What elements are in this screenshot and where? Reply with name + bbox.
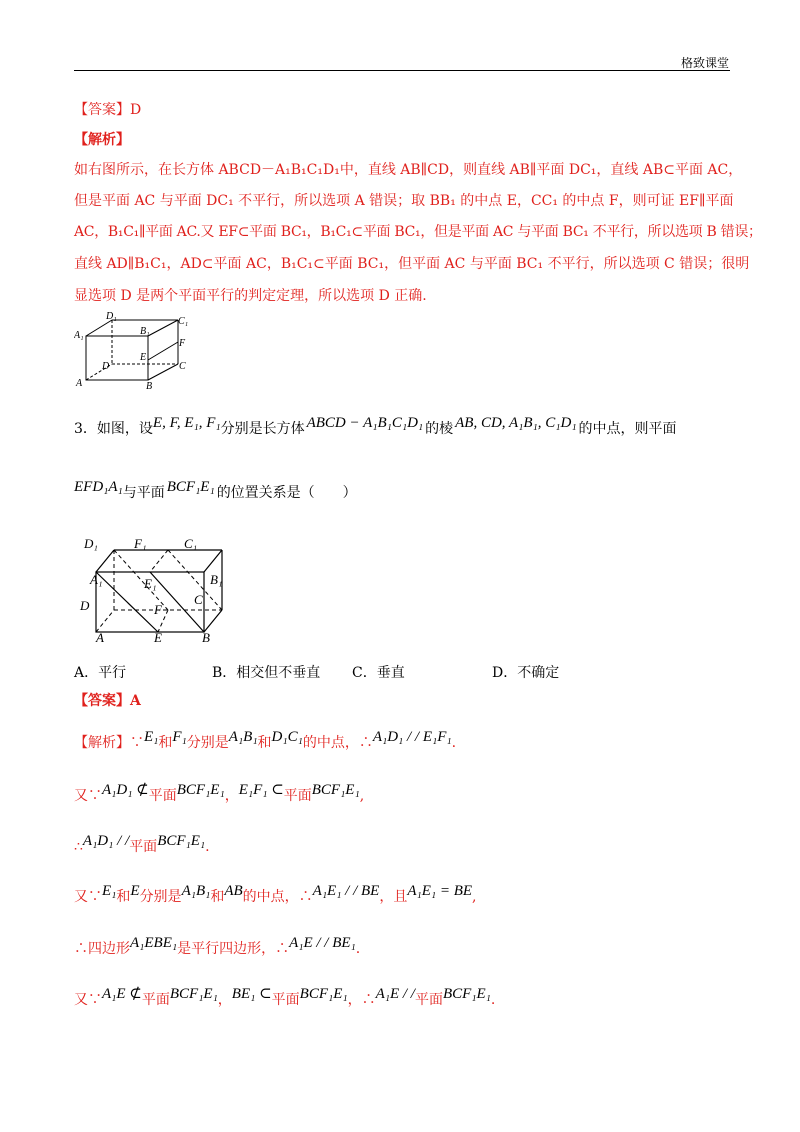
prev-answer: 【答案】D bbox=[74, 102, 142, 118]
fig1-label-C1: C₁ bbox=[178, 316, 189, 327]
prev-analysis-line-5: 显选项 D 是两个平面平行的判定定理，所以选项 D 正确. bbox=[74, 288, 427, 304]
sol2-end: , bbox=[359, 788, 365, 804]
sol4-mid2: ，且 bbox=[379, 889, 408, 905]
sol6-m4: BCF₁E₁ bbox=[299, 986, 348, 1002]
sol5-mid: 是平行四边形，∴ bbox=[177, 941, 290, 957]
sol4-v2: E bbox=[130, 883, 140, 899]
fig2-label-B: B bbox=[202, 630, 210, 644]
sol1-pre: 【解析】∵ bbox=[74, 735, 144, 751]
sol2-m4: BCF₁E₁ bbox=[311, 782, 360, 798]
sol4-v3: A₁B₁ bbox=[181, 883, 211, 899]
fig1-label-B1: B₁ bbox=[140, 326, 150, 337]
sol3-m2: BCF₁E₁ bbox=[157, 833, 206, 849]
sol6-p1: 平面 bbox=[141, 992, 170, 1008]
sol2-p2: 平面 bbox=[283, 788, 312, 804]
sol5-m2: A₁E / / BE₁ bbox=[289, 935, 356, 951]
q-plane-1: EFD₁A₁ bbox=[74, 479, 123, 495]
q-edges: AB, CD, A₁B₁, C₁D₁ bbox=[455, 415, 577, 431]
sol2-comma: ， bbox=[224, 788, 239, 804]
sol1-v4: D₁C₁ bbox=[271, 729, 303, 745]
sol1-and: 和 bbox=[158, 735, 173, 751]
option-d: D．不确定 bbox=[492, 665, 560, 681]
fig2-label-C: C bbox=[194, 592, 203, 607]
q-text-5: 的位置关系是（ ） bbox=[216, 485, 357, 501]
sol2-m2: BCF₁E₁ bbox=[176, 782, 225, 798]
fig2-label-E: E bbox=[154, 630, 162, 644]
sol2-p1: 平面 bbox=[148, 788, 177, 804]
sol3-p1: 平面 bbox=[129, 839, 158, 855]
solution-answer: 【答案】A bbox=[74, 693, 141, 709]
prev-analysis-label: 【解析】 bbox=[74, 132, 130, 148]
sol4-v4: AB bbox=[224, 883, 243, 899]
sol4-and: 和 bbox=[116, 889, 131, 905]
sol2-m3: E₁F₁ ⊂ bbox=[238, 782, 284, 798]
sol4-m1: A₁E₁ / / BE bbox=[312, 883, 380, 899]
sol5-end: . bbox=[355, 941, 361, 957]
fig2-label-C1: C₁ bbox=[184, 536, 198, 551]
sol5-m1: A₁EBE₁ bbox=[130, 935, 178, 951]
sol1-v1: E₁ bbox=[144, 729, 159, 745]
sol4-post: 的中点，∴ bbox=[242, 889, 313, 905]
solution-line-2 bbox=[74, 782, 365, 805]
sol4-and2: 和 bbox=[210, 889, 225, 905]
sol4-mid: 分别是 bbox=[139, 889, 182, 905]
option-a: A．平行 bbox=[74, 665, 127, 681]
sol3-m1: A₁D₁ / / bbox=[82, 833, 130, 849]
fig1-label-B: B bbox=[146, 381, 153, 392]
fig1-label-F: F bbox=[179, 338, 186, 349]
sol1-mid: 分别是 bbox=[186, 735, 229, 751]
sol6-c1: ， bbox=[217, 992, 232, 1008]
sol1-end: . bbox=[451, 735, 457, 751]
prev-analysis-line-3: AC，B₁C₁∥平面 AC.又 EF⊂平面 BC₁，B₁C₁⊂平面 BC₁，但是平面 AC 与平面 BC₁ 不平行，所以选项 B 错误； bbox=[74, 224, 762, 240]
fig2-label-D1: D₁ bbox=[84, 536, 98, 551]
question-3-line-2 bbox=[74, 479, 357, 502]
solution-line-4 bbox=[74, 883, 477, 906]
sol4-v1: E₁ bbox=[102, 883, 117, 899]
q-text-3: 的中点，则平面 bbox=[578, 421, 677, 437]
question-number: 3．如图，设 bbox=[74, 421, 153, 437]
sol3-pre: ∴ bbox=[74, 839, 83, 855]
prev-analysis-line-4: 直线 AD∥B₁C₁，AD⊂平面 AC，B₁C₁⊂平面 BC₁，但平面 AC 与平面 BC₁ 不平行，所以选项 C 错误；很明 bbox=[74, 256, 750, 272]
sol4-m2: A₁E₁ = BE bbox=[407, 883, 473, 899]
q-plane-2: BCF₁E₁ bbox=[166, 479, 215, 495]
fig1-label-A1: A₁ bbox=[74, 330, 84, 341]
question-3-line-1 bbox=[74, 415, 677, 438]
sol6-c2: ，∴ bbox=[347, 992, 376, 1008]
sol2-pre: 又∵ bbox=[74, 788, 102, 804]
q-text-1: 分别是长方体 bbox=[220, 421, 305, 437]
fig2-label-A1: A₁ bbox=[90, 572, 103, 587]
q-text-4: 与平面 bbox=[122, 485, 165, 501]
sol6-end: . bbox=[490, 992, 496, 1008]
sol6-m2: BCF₁E₁ bbox=[169, 986, 218, 1002]
fig1-label-C: C bbox=[179, 361, 186, 372]
sol6-p2: 平面 bbox=[271, 992, 300, 1008]
fig1-label-E: E bbox=[140, 352, 147, 363]
sol1-res: A₁D₁ / / E₁F₁ bbox=[372, 729, 452, 745]
sol6-pre: 又∵ bbox=[74, 992, 102, 1008]
fig1-label-D1: D₁ bbox=[106, 312, 117, 322]
option-b: B．相交但不垂直 bbox=[212, 665, 321, 681]
prev-analysis-line-2: 但是平面 AC 与平面 DC₁ 不平行，所以选项 A 错误；取 BB₁ 的中点 E，CC₁ 的中点 F，则可证 EF∥平面 bbox=[74, 193, 734, 209]
sol4-pre: 又∵ bbox=[74, 889, 102, 905]
fig2-label-F1: F₁ bbox=[134, 536, 147, 551]
fig1-label-D: D bbox=[102, 361, 110, 372]
sol6-m6: BCF₁E₁ bbox=[442, 986, 491, 1002]
sol1-v2: F₁ bbox=[172, 729, 187, 745]
q-vars: E, F, E₁, F₁ bbox=[152, 415, 221, 431]
solution-line-6 bbox=[74, 986, 496, 1009]
fig1-label-A: A bbox=[76, 378, 83, 389]
fig2-label-B1: B₁ bbox=[210, 572, 223, 587]
sol1-post: 的中点，∴ bbox=[302, 735, 373, 751]
solution-line-1 bbox=[74, 729, 457, 752]
sol6-p3: 平面 bbox=[414, 992, 443, 1008]
solution-line-5 bbox=[74, 935, 361, 958]
sol1-v3: A₁B₁ bbox=[228, 729, 258, 745]
header-rule bbox=[74, 70, 730, 71]
sol6-m1: A₁E ⊄ bbox=[102, 986, 142, 1002]
solution-line-3 bbox=[74, 833, 210, 856]
sol6-m5: A₁E / / bbox=[375, 986, 415, 1002]
option-c: C．垂直 bbox=[352, 665, 405, 681]
sol4-end: , bbox=[472, 889, 477, 905]
sol5-pre: ∴四边形 bbox=[74, 941, 130, 957]
fig2-label-F: F bbox=[154, 602, 162, 617]
fig2-label-E1: E₁ bbox=[144, 576, 157, 591]
q-solid: ABCD − A₁B₁C₁D₁ bbox=[306, 415, 424, 431]
prev-analysis-line-1: 如右图所示，在长方体 ABCD－A₁B₁C₁D₁中，直线 AB∥CD，则直线 AB∥平面 DC₁，直线 AB⊂平面 AC， bbox=[74, 162, 743, 178]
sol6-m3: BE₁ ⊂ bbox=[231, 986, 272, 1002]
sol2-m1: A₁D₁ ⊄ bbox=[102, 782, 149, 798]
figure-cuboid-1 bbox=[74, 312, 194, 392]
sol3-end: . bbox=[205, 839, 210, 855]
fig2-label-D: D bbox=[80, 598, 90, 613]
q-text-2: 的棱 bbox=[425, 421, 454, 437]
fig2-label-A: A bbox=[96, 630, 104, 644]
sol1-and2: 和 bbox=[257, 735, 272, 751]
header-brand: 格致课堂 bbox=[681, 56, 730, 70]
figure-cuboid-2 bbox=[74, 532, 234, 644]
